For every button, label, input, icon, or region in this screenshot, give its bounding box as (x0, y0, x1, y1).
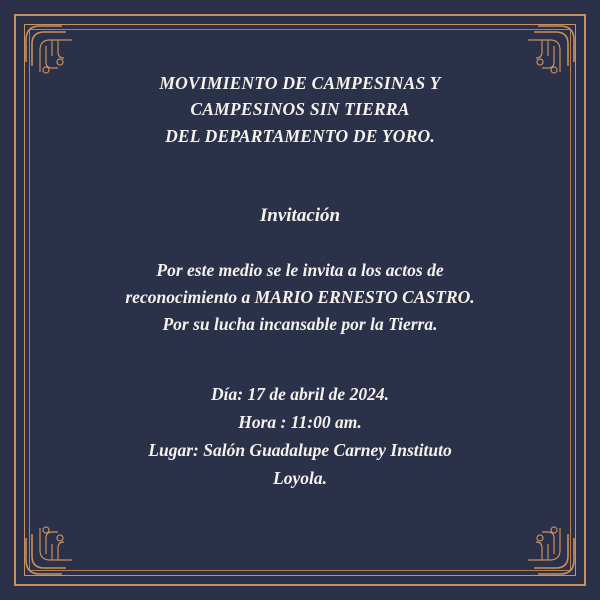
invitation-body-line-1: Por este medio se le invita a los actos de (156, 259, 444, 280)
spacer-top (46, 149, 554, 205)
spacer-middle (46, 338, 554, 380)
organization-title (64, 70, 536, 149)
invitation-content (46, 56, 554, 544)
event-date: Día: 17 de abril de 2024. (211, 384, 389, 405)
invitation-body (50, 257, 550, 338)
invitation-body-line-3: Por su lucha incansable por la Tierra. (162, 314, 438, 334)
event-place-line-1: Lugar: Salón Guadalupe Carney Instituto (148, 440, 452, 461)
organization-title-line-3: DEL DEPARTAMENTO DE YORO. (165, 125, 435, 146)
event-place-line-2: Loyola. (273, 468, 327, 489)
invitation-heading: Invitación (259, 204, 341, 226)
event-details (56, 380, 544, 492)
invitation-body-line-2: reconocimiento a MARIO ERNESTO CASTRO. (125, 286, 475, 307)
event-time: Hora : 11:00 am. (238, 412, 362, 433)
organization-title-line-1: MOVIMIENTO DE CAMPESINAS Y (159, 73, 441, 93)
organization-title-line-2: CAMPESINOS SIN TIERRA (190, 99, 410, 120)
